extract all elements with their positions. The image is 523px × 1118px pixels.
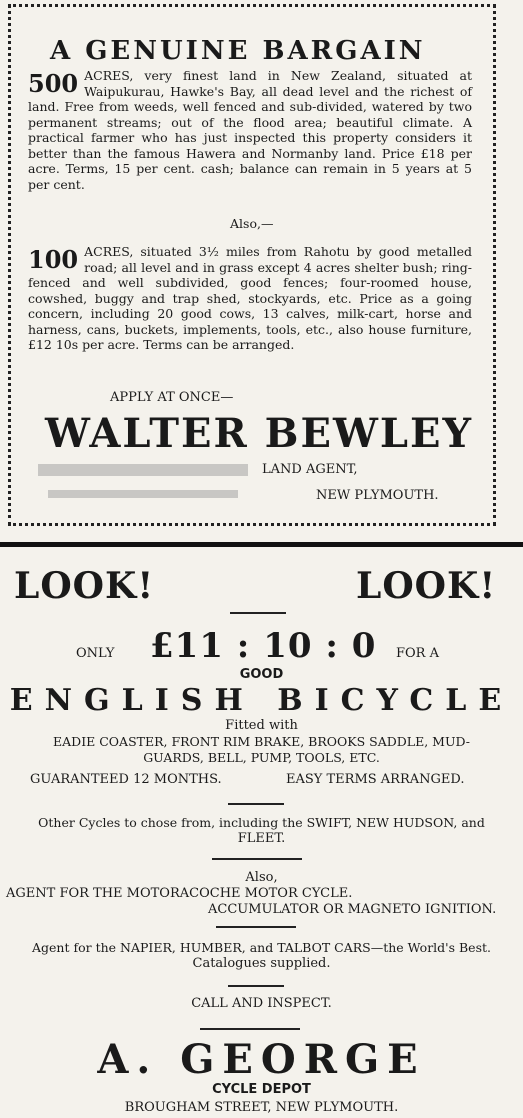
only-label: ONLY bbox=[76, 646, 115, 661]
look-right: LOOK! bbox=[356, 565, 497, 607]
agent-name: WALTER BEWLEY bbox=[45, 410, 474, 457]
ornament-rule bbox=[200, 1028, 300, 1030]
ornament-rule bbox=[230, 612, 286, 614]
print-smudge bbox=[38, 464, 248, 476]
lot2-paragraph bbox=[28, 244, 472, 353]
cycle-depot: CYCLE DEPOT bbox=[212, 1082, 311, 1097]
ornament-rule bbox=[216, 926, 296, 928]
agent-location: NEW PLYMOUTH. bbox=[316, 488, 439, 503]
ornament-rule bbox=[228, 985, 284, 987]
cars-line: Agent for the NAPIER, HUMBER, and TALBOT CARS—the World's Best. bbox=[32, 940, 491, 955]
lot1-text: ACRES, very finest land in New Zealand, situated at Waipukurau, Hawke's Bay, all dead level and the richest of land. Free from weeds, well fenced and sub-divided, watered by two permanent streams; out of the flood area; beautiful climate. A practical farmer who has just inspected this property considers it better than the famous Hawera and Normanby land. Price £18 per acre. Terms, 15 per cent. cash; balance can remain in 5 years at 5 per cent. bbox=[28, 68, 472, 192]
bicycle-headline: ENGLISH BICYCLE bbox=[9, 683, 514, 718]
look-left: LOOK! bbox=[14, 565, 155, 607]
land-also: Also,— bbox=[230, 216, 274, 231]
other-cycles-line-2: FLEET. bbox=[237, 831, 286, 846]
section-divider bbox=[0, 542, 523, 547]
motor-line-1: AGENT FOR THE MOTORACOCHE MOTOR CYCLE. bbox=[6, 886, 353, 901]
also-label: Also, bbox=[245, 870, 278, 885]
lot1-number: 500 bbox=[28, 69, 79, 98]
dealer-address: BROUGHAM STREET, NEW PLYMOUTH. bbox=[124, 1100, 399, 1115]
features-line-1: EADIE COASTER, FRONT RIM BRAKE, BROOKS SADDLE, MUD- bbox=[53, 734, 470, 749]
guarantee: GUARANTEED 12 MONTHS. bbox=[30, 772, 222, 787]
lot2-number: 100 bbox=[28, 245, 79, 274]
easy-terms: EASY TERMS ARRANGED. bbox=[286, 772, 465, 787]
ornament-rule bbox=[228, 803, 284, 805]
lot2-text: ACRES, situated 3½ miles from Rahotu by good metalled road; all level and in grass except 4 acres shelter bush; ring-fenced and well subdivided, good fences; four-roomed house, cowshed, buggy and trap shed, stockyards, etc. Price as a going concern, including 20 good cows, 13 calves, milk-cart, horse and harness, cans, buckets, implements, tools, etc., also house furniture, £12 10s per acre. Terms can be arranged. bbox=[28, 244, 472, 352]
for-a-label: FOR A bbox=[396, 646, 439, 661]
dealer-name: A. GEORGE bbox=[97, 1036, 426, 1083]
motor-line-2: ACCUMULATOR OR MAGNETO IGNITION. bbox=[208, 902, 497, 917]
other-cycles-line-1: Other Cycles to chose from, including the SWIFT, NEW HUDSON, and bbox=[38, 815, 485, 830]
good-label: GOOD bbox=[239, 667, 284, 682]
catalogues: Catalogues supplied. bbox=[192, 956, 331, 971]
print-smudge bbox=[48, 490, 238, 498]
apply-at-once: APPLY AT ONCE— bbox=[110, 390, 234, 405]
ornament-rule bbox=[212, 858, 302, 860]
price: £11 : 10 : 0 bbox=[150, 626, 377, 666]
land-ad-title: A GENUINE BARGAIN bbox=[50, 36, 426, 66]
lot1-paragraph bbox=[28, 68, 472, 192]
agent-title: LAND AGENT, bbox=[262, 462, 358, 477]
fitted-with: Fitted with bbox=[225, 718, 298, 733]
call-and-inspect: CALL AND INSPECT. bbox=[191, 996, 332, 1011]
features-line-2: GUARDS, BELL, PUMP, TOOLS, ETC. bbox=[143, 750, 380, 765]
